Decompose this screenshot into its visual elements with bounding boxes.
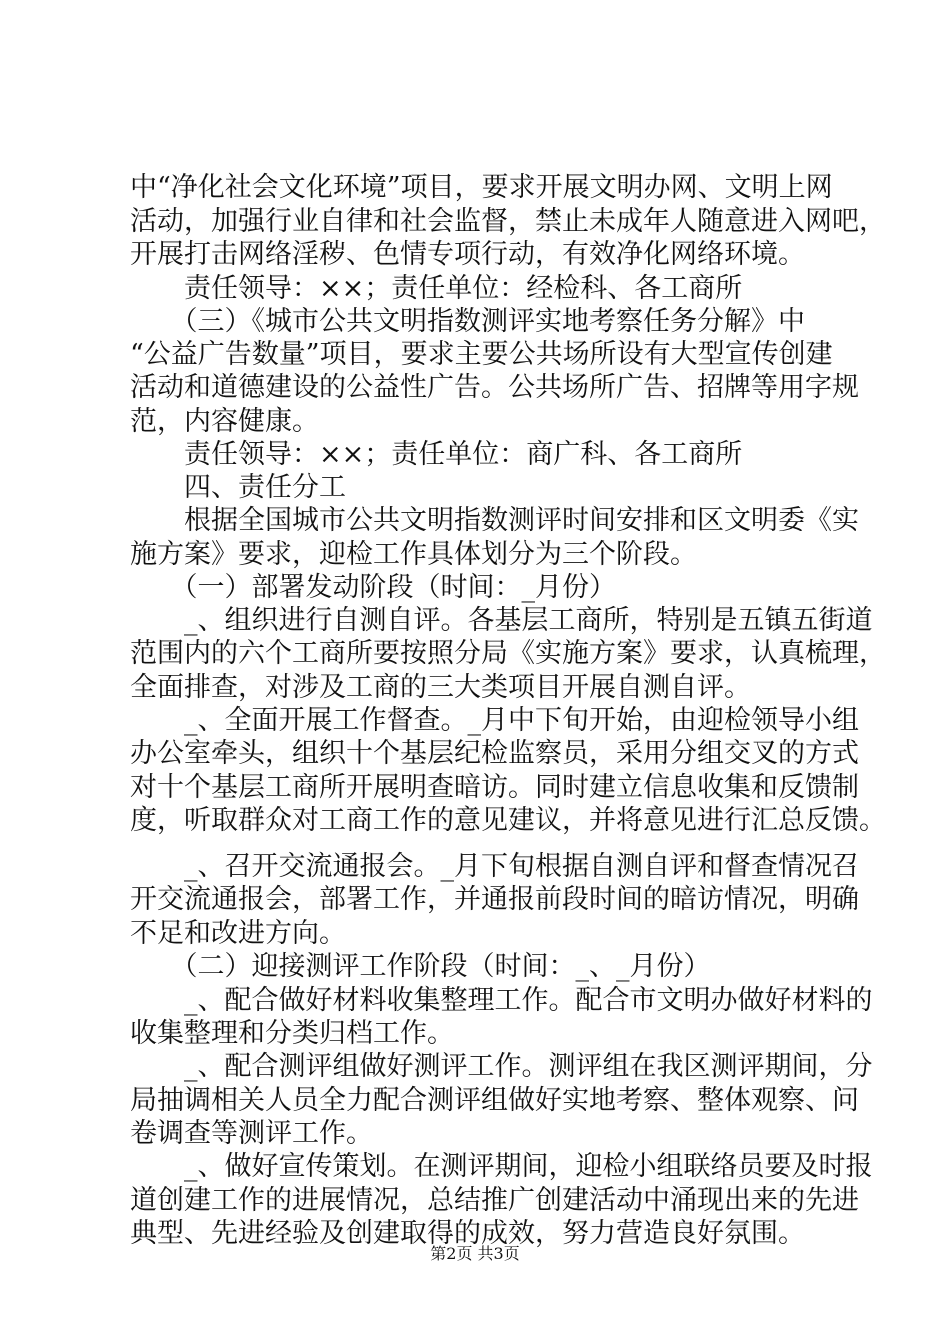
text-line: 四、责任分工 <box>130 472 346 503</box>
text-line: 办公室牵头，组织十个基层纪检监察员，采用分组交叉的方式 <box>130 738 859 769</box>
text-line: 活动和道德建设的公益性广告。公共场所广告、招牌等用字规 <box>130 372 859 403</box>
text-line: _、全面开展工作督查。_月中下旬开始，由迎检领导小组 <box>130 705 859 736</box>
text-line: 开展打击网络淫秽、色情专项行动，有效净化网络环境。 <box>130 239 805 270</box>
text-line: （三）《城市公共文明指数测评实地考察任务分解》中 <box>130 306 805 337</box>
text-line: _、做好宣传策划。在测评期间，迎检小组联络员要及时报 <box>130 1151 873 1182</box>
text-line: _、配合做好材料收集整理工作。配合市文明办做好材料的 <box>130 985 873 1016</box>
text-line: 道创建工作的进展情况，总结推广创建活动中涌现出来的先进 <box>130 1185 859 1216</box>
text-line: （一）部署发动阶段（时间：_月份） <box>130 572 616 603</box>
page-footer: 第2页 共3页 <box>430 1244 520 1263</box>
text-line: 不足和改进方向。 <box>130 918 346 949</box>
text-line: _、配合测评组做好测评工作。测评组在我区测评期间，分 <box>130 1051 873 1082</box>
text-line: （二）迎接测评工作阶段（时间：_、_月份） <box>130 951 711 982</box>
text-line: 责任领导：××；责任单位：经检科、各工商所 <box>130 273 743 304</box>
text-line: _、组织进行自测自评。各基层工商所，特别是五镇五街道 <box>130 605 873 636</box>
text-line: 根据全国城市公共文明指数测评时间安排和区文明委《实 <box>130 505 859 536</box>
text-line: 卷调查等测评工作。 <box>130 1118 373 1149</box>
text-line: 局抽调相关人员全力配合测评组做好实地考察、整体观察、问 <box>130 1085 859 1116</box>
text-line: 责任领导：××；责任单位：商广科、各工商所 <box>130 439 743 470</box>
text-line: 典型、先进经验及创建取得的成效，努力营造良好氛围。 <box>130 1218 805 1249</box>
text-line: 度，听取群众对工商工作的意见建议，并将意见进行汇总反馈。 <box>130 805 886 836</box>
text-line: _、召开交流通报会。_月下旬根据自测自评和督查情况召 <box>130 851 859 882</box>
text-line: “公益广告数量”项目，要求主要公共场所设有大型宣传创建 <box>130 339 833 370</box>
text-line: 全面排查，对涉及工商的三大类项目开展自测自评。 <box>130 672 751 703</box>
text-line: 施方案》要求，迎检工作具体划分为三个阶段。 <box>130 539 697 570</box>
text-line: 范围内的六个工商所要按照分局《实施方案》要求，认真梳理， <box>130 638 886 669</box>
text-line: 收集整理和分类归档工作。 <box>130 1018 454 1049</box>
text-line: 开交流通报会，部署工作，并通报前段时间的暗访情况，明确 <box>130 884 859 915</box>
text-line: 中“净化社会文化环境”项目，要求开展文明办网、文明上网 <box>130 172 833 203</box>
text-line: 活动，加强行业自律和社会监督，禁止未成年人随意进入网吧， <box>130 206 886 237</box>
text-line: 范，内容健康。 <box>130 406 319 437</box>
text-line: 对十个基层工商所开展明查暗访。同时建立信息收集和反馈制 <box>130 772 859 803</box>
